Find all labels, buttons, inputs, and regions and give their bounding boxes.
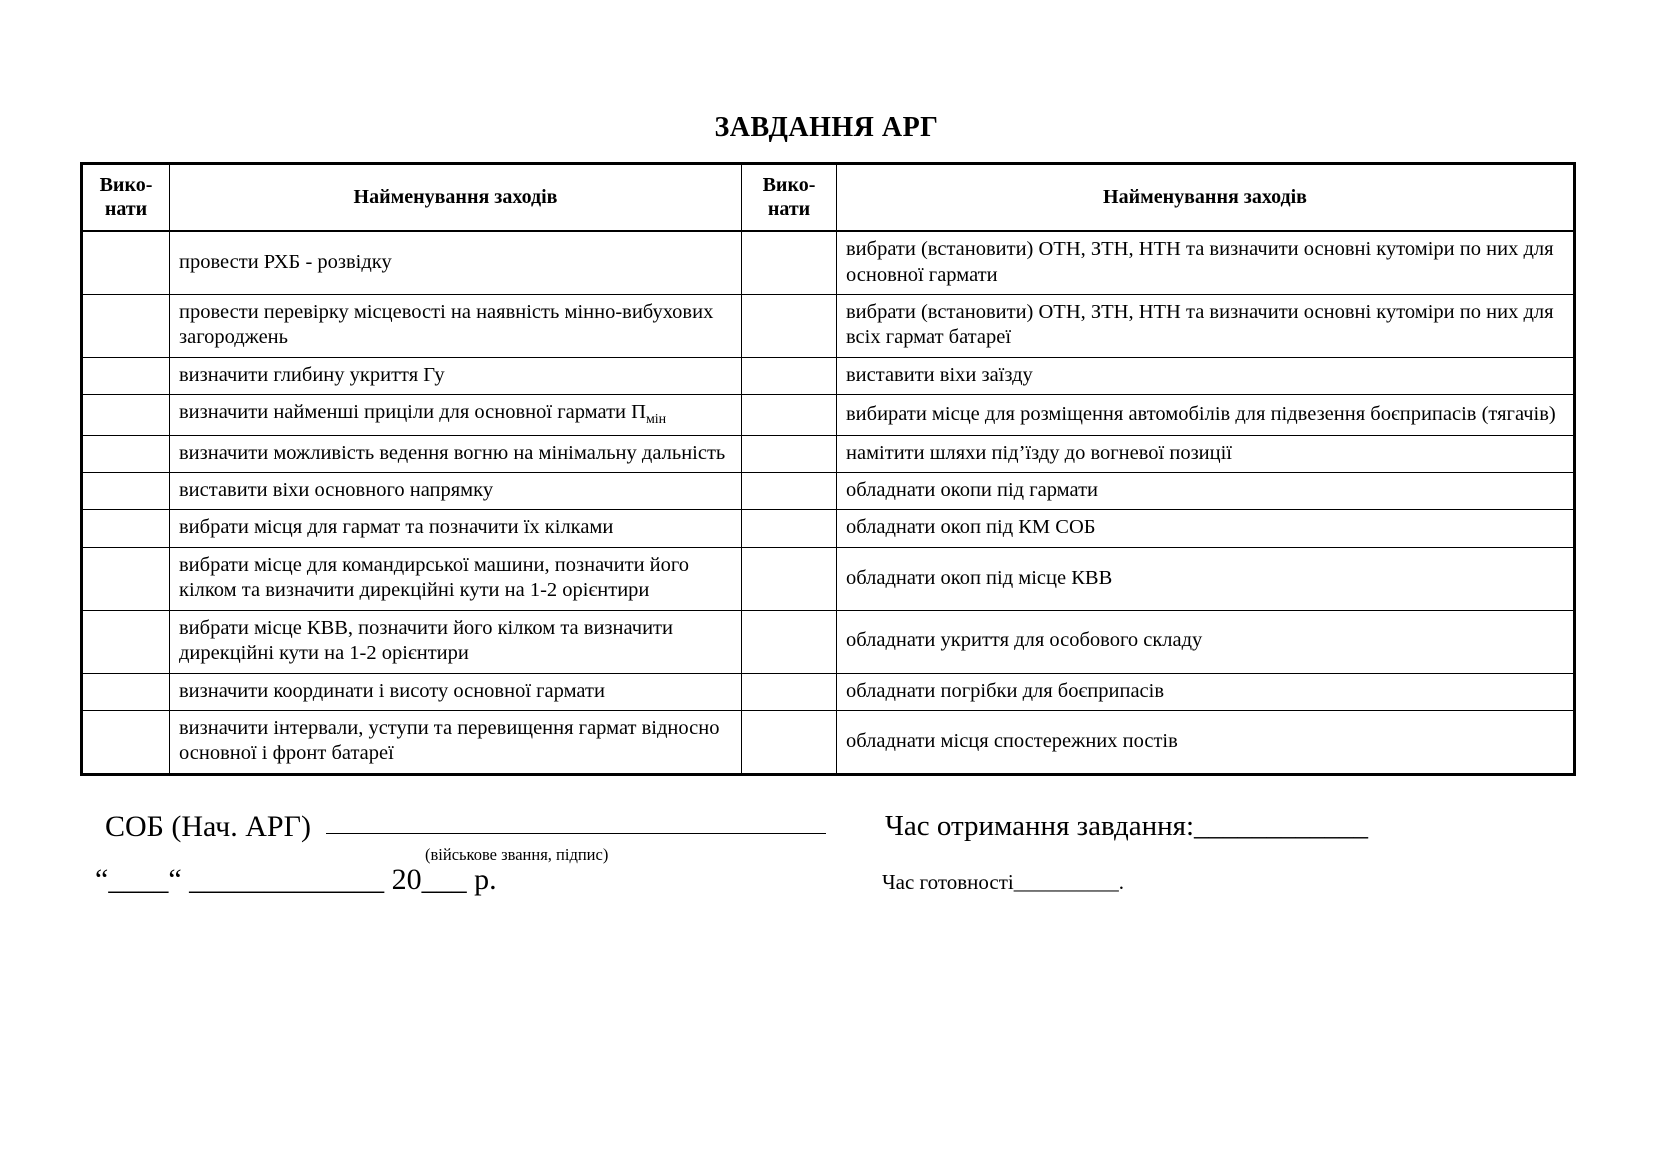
table-row xyxy=(82,610,1575,673)
subscript-min: мін xyxy=(645,412,667,428)
measure-right: обладнати окоп під КМ СОБ xyxy=(837,510,1575,547)
date-line[interactable]: “____“ _____________ 20___ р. xyxy=(95,863,497,896)
measure-right: обладнати укриття для особового складу xyxy=(837,610,1575,673)
measure-right: обладнати погрібки для боєприпасів xyxy=(837,673,1575,710)
document-footer xyxy=(0,800,1653,960)
table-row xyxy=(82,510,1575,547)
time-ready-field[interactable]: Час готовності__________. xyxy=(882,870,1125,894)
checkbox-cell-right[interactable] xyxy=(742,435,837,472)
checkbox-cell-left[interactable] xyxy=(82,710,170,774)
table-header-row xyxy=(82,164,1575,232)
measure-right: обладнати місця спостережних постів xyxy=(837,710,1575,774)
measure-left: визначити найменші приціли для основної гармати $П_{мін}$ xyxy=(170,395,742,435)
checkbox-cell-left[interactable] xyxy=(82,395,170,435)
table-row xyxy=(82,710,1575,774)
checkbox-cell-right[interactable] xyxy=(742,357,837,394)
measure-left: вибрати місця для гармат та позначити їх кілками xyxy=(170,510,742,547)
tasks-table xyxy=(80,162,1576,776)
sob-label: СОБ (Нач. АРГ) xyxy=(105,810,311,843)
checkbox-cell-right[interactable] xyxy=(742,395,837,435)
checkbox-cell-right[interactable] xyxy=(742,610,837,673)
checkbox-cell-left[interactable] xyxy=(82,357,170,394)
measure-left: провести перевірку місцевості на наявність мінно-вибухових загороджень xyxy=(170,295,742,358)
measure-left: вибрати місце для командирської машини, позначити його кілком та визначити дирекційні кути на 1-2 орієнтири xyxy=(170,547,742,610)
measure-right: обладнати окоп під місце КВВ xyxy=(837,547,1575,610)
checkbox-cell-left[interactable] xyxy=(82,510,170,547)
measure-right: вибрати (встановити) ОТН, ЗТН, НТН та визначити основні кутоміри по них для основної гармати xyxy=(837,231,1575,294)
table-row xyxy=(82,473,1575,510)
checkbox-cell-right[interactable] xyxy=(742,295,837,358)
checkbox-cell-left[interactable] xyxy=(82,547,170,610)
measure-left: визначити інтервали, уступи та перевищення гармат відносно основної і фронт батареї xyxy=(170,710,742,774)
signature-line xyxy=(105,810,826,844)
header-check-left: Вико- нати xyxy=(82,164,170,232)
checkbox-cell-left[interactable] xyxy=(82,435,170,472)
table-row xyxy=(82,395,1575,435)
signature-caption: (військове звання, підпис) xyxy=(425,845,609,864)
measure-right: виставити віхи заїзду xyxy=(837,357,1575,394)
checkbox-cell-right[interactable] xyxy=(742,547,837,610)
checkbox-cell-right[interactable] xyxy=(742,510,837,547)
measure-left: виставити віхи основного напрямку xyxy=(170,473,742,510)
checkbox-cell-right[interactable] xyxy=(742,710,837,774)
measure-left: вибрати місце КВВ, позначити його кілком та визначити дирекційні кути на 1-2 орієнтири xyxy=(170,610,742,673)
checkbox-cell-right[interactable] xyxy=(742,473,837,510)
table-row xyxy=(82,295,1575,358)
checkbox-cell-left[interactable] xyxy=(82,473,170,510)
table-row xyxy=(82,357,1575,394)
time-received-field[interactable]: Час отримання завдання:____________ xyxy=(885,810,1369,842)
measure-right: намітити шляхи під’їзду до вогневої позиції xyxy=(837,435,1575,472)
measure-right: обладнати окопи під гармати xyxy=(837,473,1575,510)
table-row xyxy=(82,547,1575,610)
table-row xyxy=(82,231,1575,294)
header-measures-left: Найменування заходів xyxy=(170,164,742,232)
checkbox-cell-left[interactable] xyxy=(82,673,170,710)
measure-right: вибрати (встановити) ОТН, ЗТН, НТН та визначити основні кутоміри по них для всіх гармат батареї xyxy=(837,295,1575,358)
checkbox-cell-right[interactable] xyxy=(742,231,837,294)
measure-left: провести РХБ - розвідку xyxy=(170,231,742,294)
checkbox-cell-right[interactable] xyxy=(742,673,837,710)
measure-left: визначити глибину укриття Гу xyxy=(170,357,742,394)
table-row xyxy=(82,673,1575,710)
checkbox-cell-left[interactable] xyxy=(82,231,170,294)
header-measures-right: Найменування заходів xyxy=(837,164,1575,232)
table-row xyxy=(82,435,1575,472)
measure-left: визначити можливість ведення вогню на мінімальну дальність xyxy=(170,435,742,472)
signature-rule[interactable] xyxy=(326,811,826,834)
measure-left: визначити координати і висоту основної гармати xyxy=(170,673,742,710)
checkbox-cell-left[interactable] xyxy=(82,295,170,358)
header-check-right: Вико- нати xyxy=(742,164,837,232)
measure-right: вибирати місце для розміщення автомобілів для підвезення боєприпасів (тягачів) xyxy=(837,395,1575,435)
page-title: ЗАВДАННЯ АРГ xyxy=(714,112,939,143)
checkbox-cell-left[interactable] xyxy=(82,610,170,673)
